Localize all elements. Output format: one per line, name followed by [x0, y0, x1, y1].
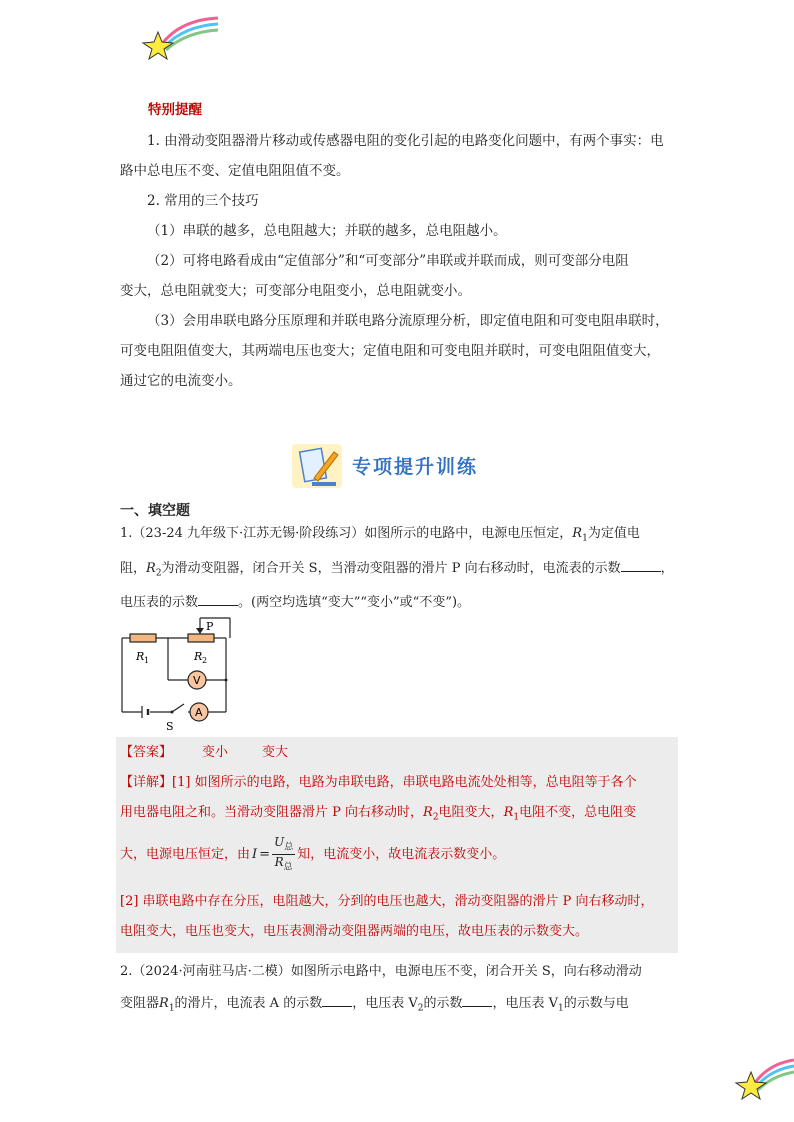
q1-line2 — [120, 554, 680, 589]
tip-p3: （1）串联的越多，总电阻越大；并联的越多，总电阻越小。 — [147, 223, 507, 239]
q1-text: ， — [660, 560, 674, 576]
q2-text: ，电压表 V — [352, 996, 418, 1011]
tip-p5-line3: 通过它的电流变小。 — [120, 373, 242, 389]
q2-number: 2. — [120, 964, 133, 979]
var-r: R — [503, 805, 514, 820]
formula-numerator — [272, 835, 295, 855]
q2-text: 的滑片，电流表 A 的示数 — [174, 996, 323, 1011]
var-sub: 2 — [432, 812, 439, 823]
answer-content — [120, 738, 676, 947]
q2-line2 — [120, 988, 680, 1025]
question-2 — [120, 956, 680, 1025]
detail-line3 — [120, 833, 676, 877]
var-sub: 2 — [155, 568, 162, 579]
answer-2: 变大 — [262, 745, 289, 760]
question-1 — [120, 519, 680, 617]
q2-text: 如图所示电路中，电源电压不变，闭合开关 S，向右移动滑动 — [290, 964, 642, 979]
circuit-diagram — [116, 614, 240, 734]
tip-p5-line1: （3）会用串联电路分压原理和并联电路分流原理分析，即定值电阻和可变电阻串联时， — [147, 313, 669, 329]
tip-p1-line2: 路中总电压不变、定值电阻阻值不变。 — [120, 163, 350, 179]
q2-line1 — [120, 956, 680, 988]
q1-line3 — [120, 588, 680, 617]
q1-text: 为滑动变阻器，闭合开关 S，当滑动变阻器的滑片 P 向右移动时，电流表的示数 — [161, 560, 621, 576]
answer-blank[interactable] — [322, 994, 352, 1007]
formula-u: U — [274, 834, 285, 849]
answer-blank[interactable] — [621, 559, 661, 572]
var-sub: 2 — [417, 1003, 424, 1014]
detail-line1 — [120, 768, 676, 798]
answer-blank[interactable] — [462, 994, 492, 1007]
detail-line5: 电阻变大，电压也变大，电压表测滑动变阻器两端的电压，故电压表的示数变大。 — [120, 923, 589, 939]
switch-label: S — [166, 720, 174, 733]
var-r: R — [146, 560, 156, 576]
q1-source: （23-24 九年级下·江苏无锡·阶段练习） — [132, 526, 365, 541]
var-sub: 1 — [582, 533, 588, 544]
detail-tag: 【详解】 — [120, 775, 173, 790]
formula-eq: = — [259, 846, 271, 862]
var-r: R — [423, 805, 433, 820]
var-sub: 总 — [283, 862, 293, 873]
var-sub: 总 — [284, 842, 294, 853]
label-r1-sub: 1 — [144, 656, 150, 665]
label-r1: R — [136, 650, 145, 663]
var-sub: 1 — [558, 1003, 564, 1014]
q1-line1 — [120, 519, 680, 554]
tip-p4-line2: 变大，总电阻就变大；可变部分电阻变小，总电阻就变小。 — [120, 283, 471, 299]
q2-text: 的示数 — [423, 996, 463, 1011]
q1-text: 。(两空均选填“变大”“变小”或“不变”)。 — [238, 595, 471, 611]
detail-text: 知，电流变小，故电流表示数变小。 — [297, 846, 506, 862]
q1-text: 为定值电 — [587, 526, 640, 541]
q2-text: 的示数与电 — [563, 996, 629, 1011]
detail-text: 大，电源电压恒定，由 — [120, 846, 251, 862]
detail-line2 — [120, 798, 676, 833]
formula-i: I — [252, 846, 258, 862]
answer-blank[interactable] — [198, 593, 238, 606]
ammeter-label: A — [195, 706, 203, 719]
shooting-star-icon — [734, 1056, 794, 1102]
tip-p2: 2. 常用的三个技巧 — [147, 193, 259, 209]
tip-p5-line2: 可变电阻阻值变大，其两端电压也变大；定值电阻和可变电阻并联时，可变电阻阻值变大， — [120, 343, 660, 359]
detail-text: 电阻不变，总电阻变 — [519, 805, 637, 820]
var-sub: 1 — [168, 1003, 175, 1014]
banner-title: 专项提升训练 — [352, 456, 479, 478]
q2-source: （2024·河南驻马店·二模） — [132, 964, 291, 979]
detail-line4: [2] 串联电路中存在分压，电阻越大，分到的电压也越大，滑动变阻器的滑片 P 向右移动时， — [120, 893, 654, 909]
tip-p1-line1: 1. 由滑动变阻器滑片移动或传感器电阻的变化引起的电路变化问题中，有两个事实：电 — [147, 133, 664, 149]
formula-fraction — [272, 835, 295, 875]
voltmeter-label: V — [193, 674, 201, 687]
label-r2-sub: 2 — [202, 656, 208, 665]
label-p: P — [206, 620, 214, 633]
shooting-star-icon — [140, 14, 220, 60]
q1-number: 1. — [120, 526, 133, 541]
answer-line — [120, 738, 676, 768]
q1-text: 电压表的示数 — [120, 595, 199, 611]
detail-text: 用电器电阻之和。当滑动变阻器滑片 P 向右移动时， — [120, 805, 424, 820]
formula — [252, 835, 295, 875]
q1-text: 阻， — [120, 560, 147, 576]
answer-tag: 【答案】 — [120, 745, 173, 760]
formula-denominator — [275, 855, 293, 874]
tip-p4-line1: （2）可将电路看成由“定值部分”和“可变部分”串联或并联而成，则可变部分电阻 — [147, 253, 629, 269]
formula-r: R — [274, 855, 284, 870]
q1-text: 如图所示的电路中，电源电压恒定， — [364, 526, 573, 541]
var-sub: 1 — [513, 812, 520, 823]
answer-1: 变小 — [202, 745, 229, 760]
tip-title: 特别提醒 — [148, 102, 202, 118]
tip-body — [120, 126, 680, 396]
label-r2: R — [194, 650, 203, 663]
var-r: R — [572, 526, 583, 541]
q2-text: ，电压表 V — [492, 996, 559, 1011]
section-title: 一、填空题 — [120, 503, 190, 519]
var-r: R — [159, 996, 169, 1011]
detail-text: 电阻变大， — [438, 805, 504, 820]
detail-text: [1] 如图所示的电路，电路为串联电路，串联电路电流处处相等，总电阻等于各个 — [172, 775, 637, 790]
q2-text: 变阻器 — [120, 996, 160, 1011]
